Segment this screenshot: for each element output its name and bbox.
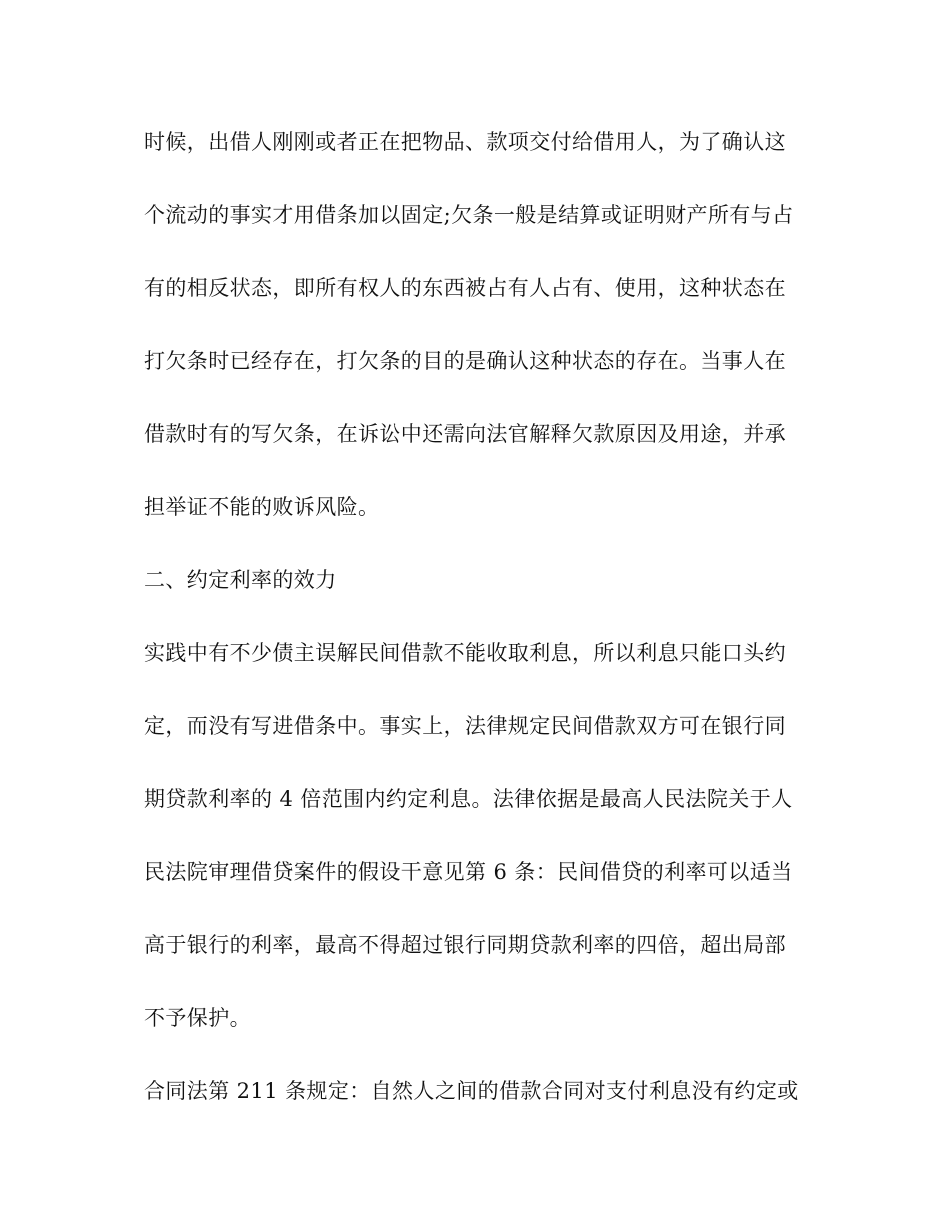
text-line: 借款时有的写欠条，在诉讼中还需向法官解释欠款原因及用途，并承 [144,422,786,446]
text-line: 实践中有不少债主误解民间借款不能收取利息，所以利息只能口头约 [144,641,786,665]
text-line: 高于银行的利率，最高不得超过银行同期贷款利率的四倍，超出局部 [144,933,786,957]
text-line: 期贷款利率的 4 倍范围内约定利息。法律依据是最高人民法院关于人 [144,787,793,811]
text-line: 有的相反状态，即所有权人的东西被占有人占有、使用，这种状态在 [144,276,786,300]
text-line: 不予保护。 [144,1006,251,1030]
text-line: 担举证不能的败诉风险。 [144,495,380,519]
text-line: 民法院审理借贷案件的假设干意见第 6 条：民间借贷的利率可以适当 [144,860,793,884]
text-line: 时候，出借人刚刚或者正在把物品、款项交付给借用人，为了确认这 [144,130,786,154]
text-line: 定，而没有写进借条中。事实上，法律规定民间借款双方可在银行同 [144,714,786,738]
text-line: 合同法第 211 条规定：自然人之间的借款合同对支付利息没有约定或 [144,1079,799,1103]
text-line: 个流动的事实才用借条加以固定;欠条一般是结算或证明财产所有与占 [144,203,794,227]
text-line: 打欠条时已经存在，打欠条的目的是确认这种状态的存在。当事人在 [144,349,786,373]
section-heading: 二、约定利率的效力 [144,568,337,592]
